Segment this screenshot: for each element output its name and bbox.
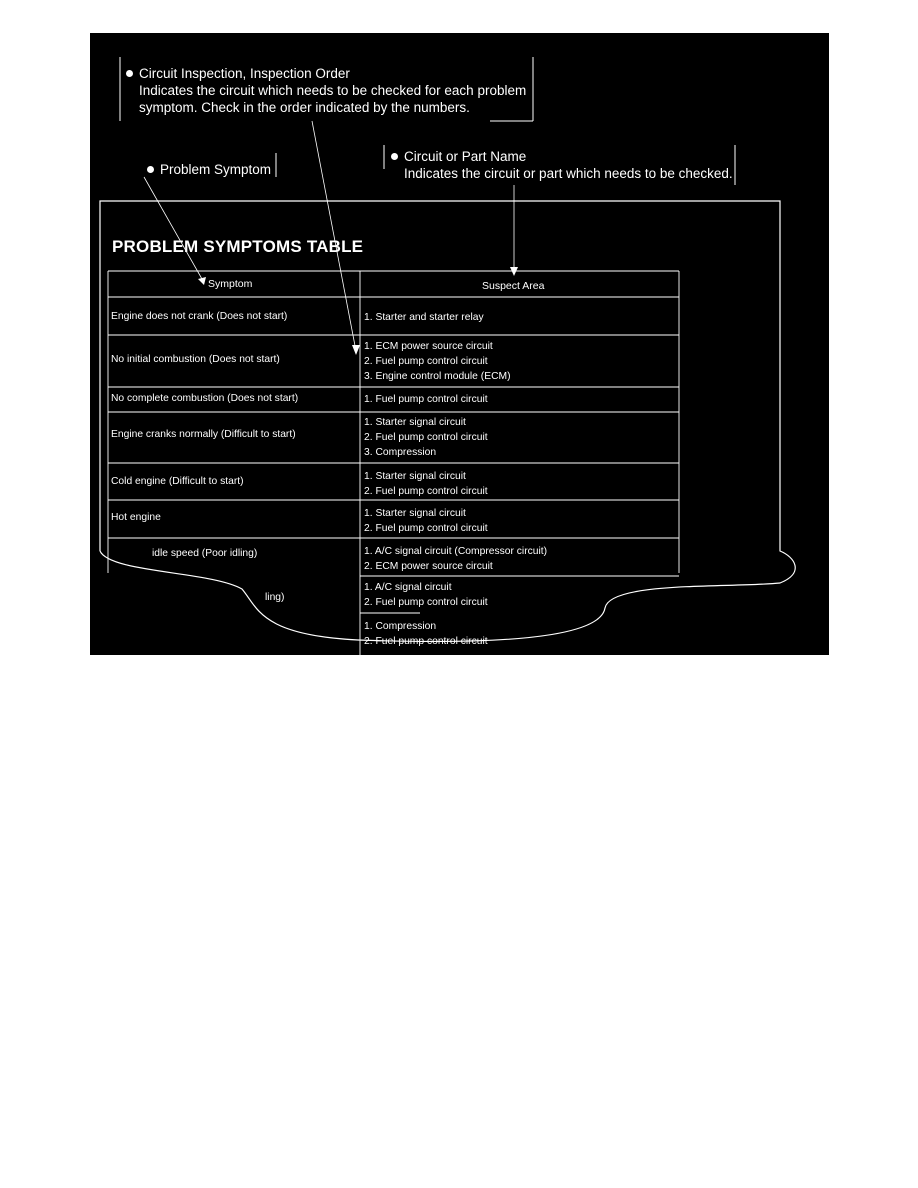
suspect-item: 3. Compression xyxy=(364,447,437,458)
table-row-suspect xyxy=(364,506,488,536)
callout-inspection-order xyxy=(126,65,526,116)
suspect-item: 1. A/C signal circuit xyxy=(364,582,452,593)
suspect-item: 2. Fuel pump control circuit xyxy=(364,486,488,497)
table-row-suspect xyxy=(364,544,547,574)
arrow-inspection-order xyxy=(352,345,360,355)
header-suspect-area: Suspect Area xyxy=(482,280,545,292)
table-row-symptom: Engine does not crank (Does not start) xyxy=(111,311,288,322)
callout-problem-symptom xyxy=(147,161,271,178)
leader-problem-symptom xyxy=(144,177,202,279)
table-row-symptom: Engine cranks normally (Difficult to start) xyxy=(111,429,296,440)
callout-circuit-part-line1: Indicates the circuit or part which needs to be checked. xyxy=(404,166,733,181)
suspect-item: 1. Starter and starter relay xyxy=(364,312,484,323)
table-row-suspect xyxy=(364,392,488,407)
suspect-item: 1. Starter signal circuit xyxy=(364,508,466,519)
suspect-item: 1. A/C signal circuit (Compressor circuit) xyxy=(364,546,548,557)
suspect-item: 1. Starter signal circuit xyxy=(364,417,466,428)
arrow-circuit-part xyxy=(510,267,518,276)
bullet-icon xyxy=(391,153,398,160)
leader-inspection-order xyxy=(312,121,356,351)
suspect-item: 2. Fuel pump control circuit xyxy=(364,636,488,647)
suspect-item: 3. Engine control module (ECM) xyxy=(364,371,511,382)
table-row-suspect xyxy=(364,469,488,499)
table-row-symptom: Cold engine (Difficult to start) xyxy=(111,476,244,487)
suspect-item: 1. Starter signal circuit xyxy=(364,471,466,482)
table-row-suspect xyxy=(364,580,488,610)
callout-circuit-part-title: Circuit or Part Name xyxy=(404,149,527,164)
suspect-item: 2. Fuel pump control circuit xyxy=(364,356,488,367)
callout-circuit-part xyxy=(391,148,733,182)
problem-symptoms-figure xyxy=(90,33,829,655)
header-symptom: Symptom xyxy=(208,278,253,290)
table-row-suspect xyxy=(364,415,488,460)
suspect-item: 2. Fuel pump control circuit xyxy=(364,432,488,443)
callout-inspection-order-title: Circuit Inspection, Inspection Order xyxy=(139,66,350,81)
table-row-symptom: No complete combustion (Does not start) xyxy=(111,393,299,404)
suspect-item: 2. ECM power source circuit xyxy=(364,561,493,572)
suspect-item: 2. Fuel pump control circuit xyxy=(364,597,488,608)
table-row-suspect xyxy=(364,619,488,649)
table-row-symptom: ling) xyxy=(265,592,285,603)
table-row-symptom: No initial combustion (Does not start) xyxy=(111,354,280,365)
suspect-item: 2. Fuel pump control circuit xyxy=(364,523,488,534)
arrow-problem-symptom xyxy=(198,277,206,285)
callout-inspection-order-line2: symptom. Check in the order indicated by the numbers. xyxy=(139,100,470,115)
table-row-suspect xyxy=(364,339,511,384)
callout-inspection-order-line1: Indicates the circuit which needs to be checked for each problem xyxy=(139,83,527,98)
table-row-symptom: idle speed (Poor idling) xyxy=(152,548,258,559)
suspect-item: 1. ECM power source circuit xyxy=(364,341,493,352)
callout-problem-symptom-title: Problem Symptom xyxy=(160,162,272,177)
table-title: PROBLEM SYMPTOMS TABLE xyxy=(112,237,364,256)
bullet-icon xyxy=(147,166,154,173)
suspect-item: 1. Compression xyxy=(364,621,437,632)
table-row-suspect xyxy=(364,310,484,325)
bullet-icon xyxy=(126,70,133,77)
suspect-item: 1. Fuel pump control circuit xyxy=(364,394,488,405)
table-row-symptom: Hot engine xyxy=(111,512,161,523)
